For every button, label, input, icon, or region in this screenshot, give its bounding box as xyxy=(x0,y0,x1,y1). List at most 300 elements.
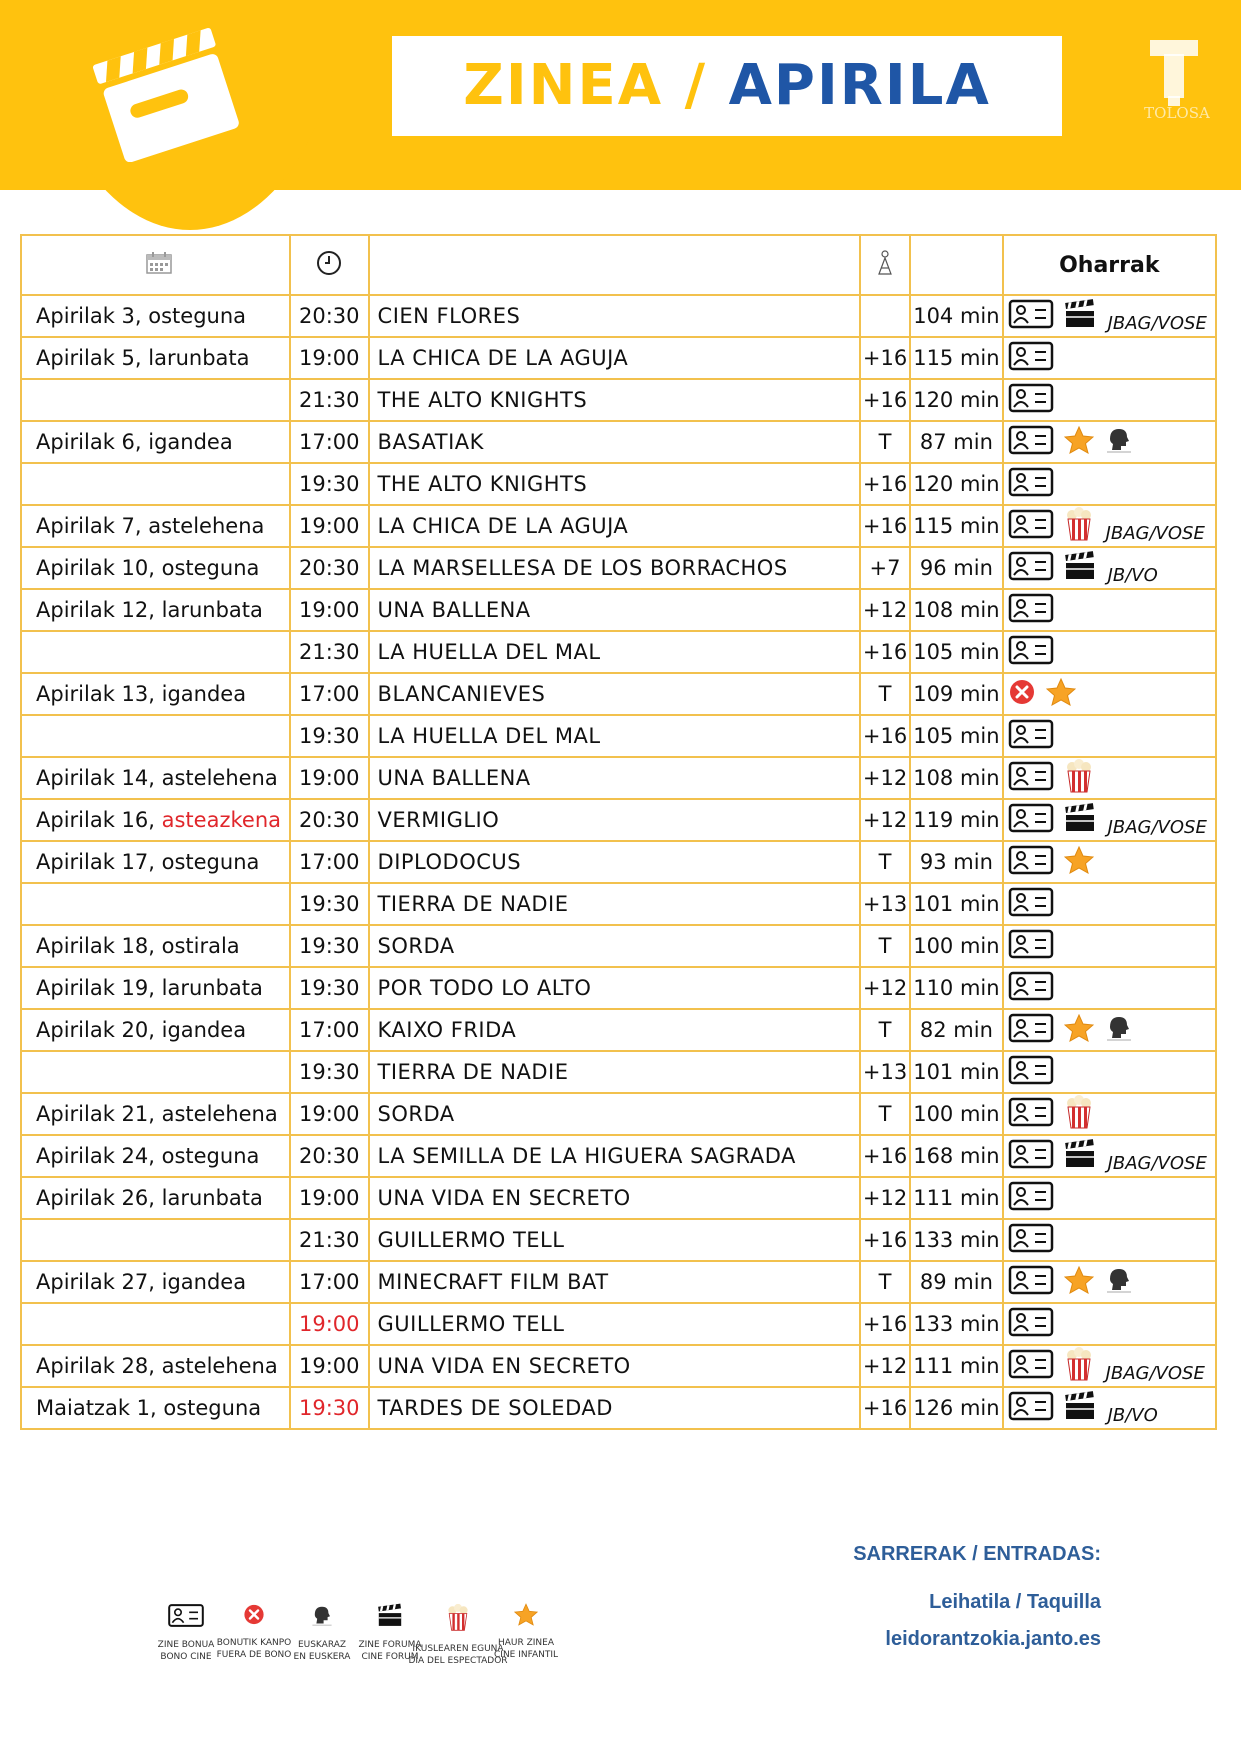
time-text: 20:30 xyxy=(299,556,360,580)
notes-icons xyxy=(1008,927,1211,965)
bono-card-icon xyxy=(1008,1139,1054,1174)
film-title: GUILLERMO TELL xyxy=(377,1228,565,1252)
age-rating: +16 xyxy=(862,1144,908,1168)
cell-film xyxy=(369,337,860,379)
cell-date xyxy=(21,673,290,715)
duration-text: 108 min xyxy=(913,766,1000,790)
cell-film xyxy=(369,715,860,757)
clapperboard-forum-icon xyxy=(1064,299,1096,334)
legend-label-eu: ZINE FORUMA xyxy=(358,1640,422,1650)
time-text: 17:00 xyxy=(299,1270,360,1294)
legend-label xyxy=(408,1643,507,1667)
notes-icons xyxy=(1008,1221,1211,1259)
time-text: 20:30 xyxy=(299,808,360,832)
duration-text: 111 min xyxy=(913,1186,1000,1210)
euskaraz-speech-icon xyxy=(1104,1265,1134,1300)
no-bono-icon xyxy=(1008,678,1036,711)
time-text: 21:30 xyxy=(299,388,360,412)
legend-label-es: CINE INFANTIL xyxy=(494,1650,559,1660)
cell-age xyxy=(860,673,910,715)
age-rating: +13 xyxy=(862,1060,908,1084)
date-text: Apirilak 20, igandea xyxy=(36,1018,247,1042)
age-rating-icon xyxy=(874,250,896,276)
cell-film xyxy=(369,1135,860,1177)
cell-date xyxy=(21,1261,290,1303)
cell-date xyxy=(21,757,290,799)
table-row xyxy=(21,883,1216,925)
age-rating: +12 xyxy=(862,598,908,622)
cell-date xyxy=(21,505,290,547)
cell-duration xyxy=(910,337,1002,379)
age-rating: +16 xyxy=(862,388,908,412)
euskaraz-speech-icon xyxy=(1104,1013,1134,1048)
time-text: 21:30 xyxy=(299,1228,360,1252)
time-text: 19:00 xyxy=(299,346,360,370)
legend-item xyxy=(494,1600,559,1667)
age-rating: T xyxy=(878,850,892,874)
time-text: 19:30 xyxy=(299,976,360,1000)
legend-label-eu: IKUSLEAREN EGUNA xyxy=(412,1644,504,1654)
legend-label-es: DÍA DEL ESPECTADOR xyxy=(408,1656,508,1666)
cell-date xyxy=(21,1051,290,1093)
date-text: Apirilak 7, astelehena xyxy=(36,514,265,538)
film-title: CIEN FLORES xyxy=(377,304,521,328)
cell-time xyxy=(290,547,369,589)
cell-time xyxy=(290,799,369,841)
cell-film xyxy=(369,1345,860,1387)
date-text: Apirilak 21, astelehena xyxy=(36,1102,278,1126)
film-title: LA CHICA DE LA AGUJA xyxy=(377,514,629,538)
cell-duration xyxy=(910,925,1002,967)
date-text: Apirilak 27, igandea xyxy=(36,1270,247,1294)
cell-duration xyxy=(910,757,1002,799)
cell-duration xyxy=(910,799,1002,841)
duration-text: 105 min xyxy=(913,724,1000,748)
cell-duration xyxy=(910,1303,1002,1345)
time-text: 19:00 xyxy=(299,1354,360,1378)
cell-duration xyxy=(910,1387,1002,1429)
cell-notes xyxy=(1003,337,1216,379)
film-title: LA HUELLA DEL MAL xyxy=(377,640,601,664)
age-rating: +7 xyxy=(869,556,901,580)
table-row xyxy=(21,715,1216,757)
cell-duration xyxy=(910,967,1002,1009)
bono-card-icon xyxy=(1008,1391,1054,1426)
duration-text: 82 min xyxy=(919,1018,993,1042)
bono-card-icon xyxy=(168,1604,205,1632)
header-duration xyxy=(910,235,1002,295)
cell-film xyxy=(369,841,860,883)
cell-age xyxy=(860,883,910,925)
cell-duration xyxy=(910,463,1002,505)
cell-time xyxy=(290,589,369,631)
notes-icons xyxy=(1008,1011,1211,1049)
date-weekday-highlight: asteazkena xyxy=(161,808,281,832)
cell-date xyxy=(21,1093,290,1135)
table-row xyxy=(21,841,1216,883)
cell-age xyxy=(860,1219,910,1261)
date-text: Apirilak 17, osteguna xyxy=(36,850,260,874)
table-row xyxy=(21,337,1216,379)
cell-notes xyxy=(1003,463,1216,505)
table-row xyxy=(21,1051,1216,1093)
cell-duration xyxy=(910,841,1002,883)
cell-film xyxy=(369,673,860,715)
cell-notes xyxy=(1003,715,1216,757)
duration-text: 105 min xyxy=(913,640,1000,664)
notes-icons xyxy=(1008,801,1211,839)
legend-label-es: EN EUSKERA xyxy=(293,1652,351,1662)
cell-duration xyxy=(910,589,1002,631)
duration-text: 115 min xyxy=(913,514,1000,538)
date-text: Apirilak 3, osteguna xyxy=(36,304,247,328)
page-title xyxy=(392,36,1062,136)
bono-card-icon xyxy=(1008,719,1054,754)
cell-date xyxy=(21,547,290,589)
cell-notes xyxy=(1003,673,1216,715)
table-row xyxy=(21,1093,1216,1135)
bono-card-icon xyxy=(1008,383,1054,418)
cell-age xyxy=(860,757,910,799)
bono-card-icon xyxy=(1008,341,1054,376)
table-row xyxy=(21,463,1216,505)
duration-text: 100 min xyxy=(913,934,1000,958)
duration-text: 109 min xyxy=(913,682,1000,706)
age-rating: +16 xyxy=(862,1396,908,1420)
cell-duration xyxy=(910,673,1002,715)
bono-card-icon xyxy=(1008,761,1054,796)
time-text: 20:30 xyxy=(299,1144,360,1168)
duration-text: 120 min xyxy=(913,472,1000,496)
cell-film xyxy=(369,1093,860,1135)
cell-film xyxy=(369,421,860,463)
cell-date xyxy=(21,295,290,337)
legend-label xyxy=(158,1639,215,1663)
film-title: BASATIAK xyxy=(377,430,484,454)
film-title: GUILLERMO TELL xyxy=(377,1312,565,1336)
legend-item xyxy=(216,1600,292,1667)
legend-label-eu: EUSKARAZ xyxy=(297,1640,347,1650)
date-text: Apirilak 24, osteguna xyxy=(36,1144,260,1168)
header-notes xyxy=(1003,235,1216,295)
table-row xyxy=(21,589,1216,631)
duration-text: 87 min xyxy=(919,430,993,454)
bono-card-icon xyxy=(1008,803,1054,838)
cell-duration xyxy=(910,1177,1002,1219)
date-text: Apirilak 14, astelehena xyxy=(36,766,278,790)
date-text: Apirilak 16, xyxy=(36,808,162,832)
cell-time xyxy=(290,883,369,925)
notes-icons xyxy=(1008,507,1211,545)
table-row xyxy=(21,799,1216,841)
film-title: SORDA xyxy=(377,934,455,958)
euskaraz-speech-icon xyxy=(1104,425,1134,460)
duration-text: 111 min xyxy=(913,1354,1000,1378)
cell-age xyxy=(860,799,910,841)
table-row xyxy=(21,631,1216,673)
table-row xyxy=(21,379,1216,421)
duration-text: 115 min xyxy=(913,346,1000,370)
cell-date xyxy=(21,841,290,883)
cell-date xyxy=(21,379,290,421)
notes-icons xyxy=(1008,633,1211,671)
cell-duration xyxy=(910,295,1002,337)
table-row xyxy=(21,295,1216,337)
film-title: DIPLODOCUS xyxy=(377,850,522,874)
language-version: JBAG/VOSE xyxy=(1105,522,1205,544)
legend-item xyxy=(408,1600,508,1667)
cell-date xyxy=(21,883,290,925)
cell-duration xyxy=(910,883,1002,925)
cell-duration xyxy=(910,421,1002,463)
duration-text: 89 min xyxy=(919,1270,993,1294)
notes-icons xyxy=(1008,423,1211,461)
cell-film xyxy=(369,1387,860,1429)
cell-age xyxy=(860,1387,910,1429)
cell-film xyxy=(369,589,860,631)
film-title: UNA BALLENA xyxy=(377,598,531,622)
cell-age xyxy=(860,715,910,757)
cell-date xyxy=(21,1219,290,1261)
cell-notes xyxy=(1003,505,1216,547)
duration-text: 101 min xyxy=(913,892,1000,916)
time-text: 21:30 xyxy=(299,640,360,664)
title-part-2: APIRILA xyxy=(728,53,991,118)
star-icon xyxy=(1064,1266,1094,1299)
age-rating: +12 xyxy=(862,808,908,832)
time-text: 17:00 xyxy=(299,1018,360,1042)
bono-card-icon xyxy=(1008,635,1054,670)
bono-card-icon xyxy=(1008,1181,1054,1216)
cell-age xyxy=(860,589,910,631)
duration-text: 104 min xyxy=(913,304,1000,328)
cell-time xyxy=(290,1261,369,1303)
age-rating: +16 xyxy=(862,640,908,664)
film-title: LA MARSELLESA DE LOS BORRACHOS xyxy=(377,556,788,580)
age-rating: +16 xyxy=(862,472,908,496)
age-rating: +16 xyxy=(862,1228,908,1252)
cell-date xyxy=(21,925,290,967)
cell-notes xyxy=(1003,925,1216,967)
age-rating: +13 xyxy=(862,892,908,916)
duration-text: 133 min xyxy=(913,1312,1000,1336)
cell-time xyxy=(290,379,369,421)
cell-notes xyxy=(1003,379,1216,421)
cell-age xyxy=(860,1009,910,1051)
bono-card-icon xyxy=(1008,929,1054,964)
film-title: SORDA xyxy=(377,1102,455,1126)
clapperboard-forum-icon xyxy=(377,1604,403,1632)
popcorn-icon xyxy=(1064,1347,1094,1386)
notes-icons xyxy=(1008,339,1211,377)
time-text: 19:30 xyxy=(299,724,360,748)
header-film xyxy=(369,235,860,295)
language-version: JB/VO xyxy=(1107,564,1158,586)
cell-notes xyxy=(1003,1345,1216,1387)
time-text: 19:30 xyxy=(299,472,360,496)
time-text: 19:00 xyxy=(299,598,360,622)
star-icon xyxy=(1064,846,1094,879)
date-text: Apirilak 10, osteguna xyxy=(36,556,260,580)
language-version: JBAG/VOSE xyxy=(1107,1152,1207,1174)
cell-notes xyxy=(1003,799,1216,841)
cell-time xyxy=(290,421,369,463)
cell-duration xyxy=(910,379,1002,421)
notes-icons xyxy=(1008,969,1211,1007)
schedule-table xyxy=(20,234,1217,1430)
cell-age xyxy=(860,1303,910,1345)
time-text: 19:30 xyxy=(299,1060,360,1084)
cell-film xyxy=(369,505,860,547)
cell-time xyxy=(290,715,369,757)
table-row xyxy=(21,925,1216,967)
age-rating: +16 xyxy=(862,1312,908,1336)
date-text: Apirilak 26, larunbata xyxy=(36,1186,263,1210)
cell-film xyxy=(369,1177,860,1219)
cell-notes xyxy=(1003,547,1216,589)
cell-duration xyxy=(910,505,1002,547)
star-icon xyxy=(1046,678,1076,711)
cell-notes xyxy=(1003,1177,1216,1219)
cell-age xyxy=(860,337,910,379)
cell-notes xyxy=(1003,1135,1216,1177)
film-title: MINECRAFT FILM BAT xyxy=(377,1270,609,1294)
cell-date xyxy=(21,799,290,841)
cell-time xyxy=(290,1135,369,1177)
cell-age xyxy=(860,925,910,967)
table-row xyxy=(21,1009,1216,1051)
bono-card-icon xyxy=(1008,593,1054,628)
cell-age xyxy=(860,967,910,1009)
cell-film xyxy=(369,631,860,673)
bono-card-icon xyxy=(1008,425,1054,460)
notes-icons xyxy=(1008,591,1211,629)
bono-card-icon xyxy=(1008,509,1054,544)
bono-card-icon xyxy=(1008,1307,1054,1342)
cell-duration xyxy=(910,1009,1002,1051)
legend-label-eu: ZINE BONUA xyxy=(157,1640,215,1650)
cell-age xyxy=(860,1177,910,1219)
age-rating: T xyxy=(878,1018,892,1042)
cell-film xyxy=(369,463,860,505)
cell-date xyxy=(21,463,290,505)
tickets-website[interactable]: leidorantzokia.janto.es xyxy=(885,1628,1101,1650)
time-text: 19:00 xyxy=(299,1102,360,1126)
film-title: UNA BALLENA xyxy=(377,766,531,790)
legend-label-es: FUERA DE BONO xyxy=(216,1650,292,1660)
cell-film xyxy=(369,295,860,337)
age-rating: T xyxy=(878,1270,892,1294)
film-title: LA SEMILLA DE LA HIGUERA SAGRADA xyxy=(377,1144,796,1168)
age-rating: +12 xyxy=(862,1354,908,1378)
cell-age xyxy=(860,505,910,547)
cell-notes xyxy=(1003,883,1216,925)
table-row xyxy=(21,1177,1216,1219)
time-text: 19:30 xyxy=(299,934,360,958)
notes-icons xyxy=(1008,1263,1211,1301)
table-header-row xyxy=(21,235,1216,295)
film-title: BLANCANIEVES xyxy=(377,682,546,706)
table-row xyxy=(21,421,1216,463)
bono-card-icon xyxy=(1008,299,1054,334)
title-part-1: ZINEA / xyxy=(463,53,708,118)
cell-duration xyxy=(910,631,1002,673)
cell-duration xyxy=(910,1093,1002,1135)
time-text: 17:00 xyxy=(299,682,360,706)
tolosa-logo-text: TOLOSA xyxy=(1144,104,1210,122)
notes-heading: Oharrak xyxy=(1059,252,1160,278)
cell-notes xyxy=(1003,631,1216,673)
cell-notes xyxy=(1003,1219,1216,1261)
icon-legend xyxy=(157,1600,559,1667)
cell-time xyxy=(290,757,369,799)
table-row xyxy=(21,1135,1216,1177)
notes-icons xyxy=(1008,297,1211,335)
cell-time xyxy=(290,967,369,1009)
age-rating: +12 xyxy=(862,1186,908,1210)
cell-film xyxy=(369,799,860,841)
cell-date xyxy=(21,715,290,757)
cell-time xyxy=(290,673,369,715)
cell-duration xyxy=(910,1345,1002,1387)
cell-film xyxy=(369,967,860,1009)
legend-label xyxy=(217,1637,292,1661)
notes-icons xyxy=(1008,549,1211,587)
cell-time xyxy=(290,925,369,967)
bono-card-icon xyxy=(1008,1097,1054,1132)
duration-text: 120 min xyxy=(913,388,1000,412)
bono-card-icon xyxy=(1008,1265,1054,1300)
header-time xyxy=(290,235,369,295)
date-text: Apirilak 12, larunbata xyxy=(36,598,263,622)
cell-date xyxy=(21,631,290,673)
clapperboard-forum-icon xyxy=(1064,1139,1096,1174)
time-text: 19:00 xyxy=(299,766,360,790)
notes-icons xyxy=(1008,1053,1211,1091)
date-text: Apirilak 5, larunbata xyxy=(36,346,250,370)
cell-date xyxy=(21,337,290,379)
cell-notes xyxy=(1003,1261,1216,1303)
language-version: JBAG/VOSE xyxy=(1107,312,1207,334)
film-title: TIERRA DE NADIE xyxy=(377,892,569,916)
cell-date xyxy=(21,1009,290,1051)
film-title: UNA VIDA EN SECRETO xyxy=(377,1354,631,1378)
cell-time xyxy=(290,1177,369,1219)
legend-label xyxy=(494,1637,558,1661)
bono-card-icon xyxy=(1008,551,1054,586)
language-version: JBAG/VOSE xyxy=(1105,1362,1205,1384)
legend-label-eu: HAUR ZINEA xyxy=(497,1638,555,1648)
table-row xyxy=(21,1303,1216,1345)
cell-notes xyxy=(1003,1009,1216,1051)
bono-card-icon xyxy=(1008,467,1054,502)
cell-age xyxy=(860,421,910,463)
language-version: JBAG/VOSE xyxy=(1107,816,1207,838)
film-title: THE ALTO KNIGHTS xyxy=(377,472,588,496)
notes-icons xyxy=(1008,381,1211,419)
calendar-icon xyxy=(145,251,173,275)
notes-icons xyxy=(1008,843,1211,881)
notes-icons xyxy=(1008,465,1211,503)
date-text: Apirilak 28, astelehena xyxy=(36,1354,278,1378)
table-row xyxy=(21,505,1216,547)
date-text: Apirilak 18, ostirala xyxy=(36,934,240,958)
cell-age xyxy=(860,631,910,673)
cell-time xyxy=(290,337,369,379)
bono-card-icon xyxy=(1008,1055,1054,1090)
cell-notes xyxy=(1003,295,1216,337)
bono-card-icon xyxy=(1008,1013,1054,1048)
